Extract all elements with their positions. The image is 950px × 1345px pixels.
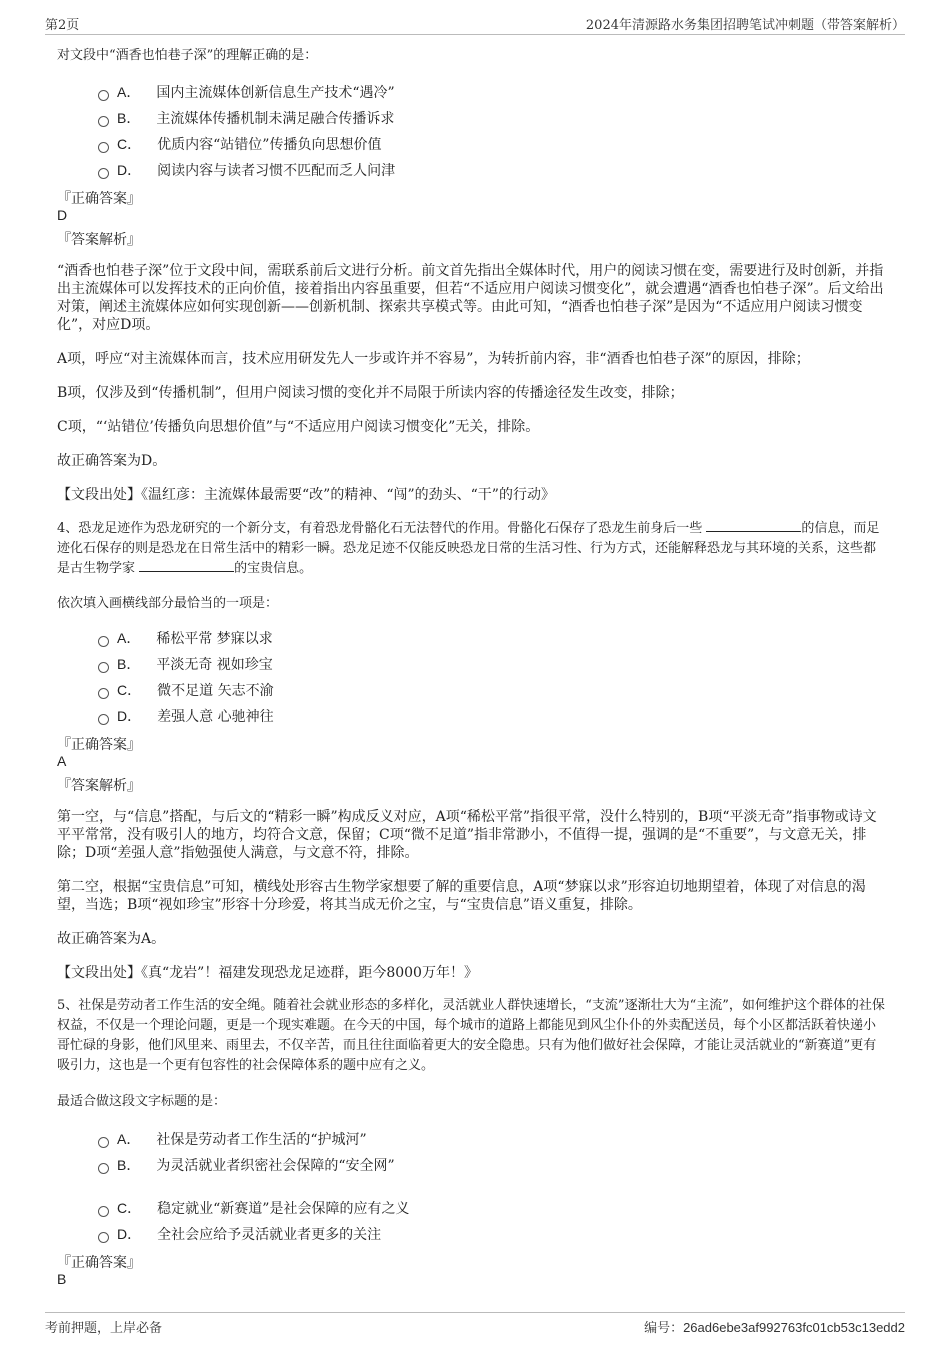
q3-analysis-paragraph: “酒香也怕巷子深”位于文段中间，需联系前后文进行分析。前文首先指出全媒体时代，用户的阅读习惯在变，需要进行及时创新，并指出主流媒体可以发挥技术的正向价值，接着指出内容虽重要，但若“不适应用户阅读习惯变化”，就会遭遇“酒香也怕巷子深”。后文给出对策，阐述主流媒体应如何实现创新——创新机制、探索共享模式等。由此可知，“酒香也怕巷子深”是因为“不适应用户阅读习惯变化”，对应D项。 — [57, 263, 884, 333]
radio-icon[interactable] — [98, 1206, 109, 1217]
q5-answer-label: 『正确答案』 — [57, 1255, 141, 1271]
q4-option-a[interactable]: A． 稀松平常 梦寐以求 — [98, 628, 273, 648]
page-footer — [45, 1312, 905, 1338]
q4-stem: 4、恐龙足迹作为恐龙研究的一个新分支，有着恐龙骨骼化石无法替代的作用。骨骼化石保存了恐龙生前身后一些 的信息，而足迹化石保存的则是恐龙在日常生活中的精彩一瞬。恐龙足迹不仅能反映恐龙日常的生活习性、行为方式，还能解释恐龙与其环境的关系，这些都是古生物学家 的宝贵信息。 — [57, 521, 880, 576]
q4-analysis-conclusion: 故正确答案为A。 — [57, 931, 166, 947]
fill-blank-1 — [706, 519, 801, 532]
q3-option-c[interactable]: C． 优质内容“站错位”传播负向思想价值 — [98, 134, 381, 154]
q3-answer: D — [57, 207, 68, 223]
footer-slogan: 考前押题，上岸必备 — [45, 1321, 163, 1336]
radio-icon[interactable] — [98, 1232, 109, 1243]
q3-option-a[interactable]: A． 国内主流媒体创新信息生产技术“遇冷” — [98, 82, 395, 102]
q5-option-c[interactable]: C． 稳定就业“新赛道”是社会保障的应有之义 — [98, 1198, 409, 1218]
q4-option-d[interactable]: D． 差强人意 心驰神往 — [98, 706, 274, 726]
fill-blank-2 — [139, 559, 234, 572]
radio-icon[interactable] — [98, 636, 109, 647]
q3-answer-label: 『正确答案』 — [57, 191, 141, 207]
q3-analysis-paragraph: C项，“‘站错位’传播负向思想价值”与“不适应用户阅读习惯变化”无关，排除。 — [57, 419, 540, 435]
radio-icon[interactable] — [98, 90, 109, 101]
radio-icon[interactable] — [98, 168, 109, 179]
q5-answer: B — [57, 1271, 67, 1287]
q3-option-b[interactable]: B． 主流媒体传播机制未满足融合传播诉求 — [98, 108, 394, 128]
radio-icon[interactable] — [98, 714, 109, 725]
page-header — [45, 14, 905, 35]
q3-analysis-conclusion: 故正确答案为D。 — [57, 453, 167, 469]
document-code: 编号：26ad6ebe3af992763fc01cb53c13edd2 — [644, 1320, 905, 1335]
radio-icon[interactable] — [98, 1163, 109, 1174]
radio-icon[interactable] — [98, 662, 109, 673]
q5-option-b[interactable]: B． 为灵活就业者织密社会保障的“安全网” — [98, 1155, 395, 1175]
q5-option-d[interactable]: D． 全社会应给予灵活就业者更多的关注 — [98, 1224, 381, 1244]
radio-icon[interactable] — [98, 1137, 109, 1148]
q4-analysis-label: 『答案解析』 — [57, 778, 141, 794]
radio-icon[interactable] — [98, 116, 109, 127]
q3-source: 【文段出处】《温红彦：主流媒体最需要“改”的精神、“闯”的劲头、“干”的行动》 — [57, 487, 555, 503]
q3-analysis-label: 『答案解析』 — [57, 232, 141, 248]
q5-prompt: 最适合做这段文字标题的是： — [57, 1094, 227, 1109]
q3-analysis-paragraph: A项，呼应“对主流媒体而言，技术应用研发先人一步或许并不容易”，为转折前内容，非“酒香也怕巷子深”的原因，排除； — [57, 351, 810, 367]
page-number: 第2页 — [45, 18, 80, 33]
q3-analysis-paragraph: B项，仅涉及到“传播机制”，但用户阅读习惯的变化并不局限于所读内容的传播途径发生改变，排除； — [57, 385, 684, 401]
q4-source: 【文段出处】《真“龙岩”！福建发现恐龙足迹群，距今8000万年！》 — [57, 965, 478, 981]
q4-answer: A — [57, 753, 67, 769]
q5-stem: 5、社保是劳动者工作生活的安全绳。随着社会就业形态的多样化，灵活就业人群快速增长，“支流”逐渐壮大为“主流”，如何维护这个群体的社保权益，不仅是一个理论问题，更是一个现实难题。在今天的中国，每个城市的道路上都能见到风尘仆仆的外卖配送员，每个小区都活跃着快递小哥忙碌的身影，他们风里来、雨里去，不仅辛苦，而且往往面临着更大的安全隐患。只有为他们做好社会保障，才能让灵活就业的“新赛道”更有吸引力，这也是一个更有包容性的社会保障体系的题中应有之义。 — [57, 998, 885, 1073]
document-title: 2024年清源路水务集团招聘笔试冲刺题（带答案解析） — [585, 18, 905, 33]
q3-prompt: 对文段中“酒香也怕巷子深”的理解正确的是： — [57, 48, 318, 63]
radio-icon[interactable] — [98, 142, 109, 153]
q4-analysis-paragraph: 第一空，与“信息”搭配，与后文的“精彩一瞬”构成反义对应，A项“稀松平常”指很平常，没什么特别的，B项“平淡无奇”指事物或诗文平平常常，没有吸引人的地方，均符合文意，保留；C项“微不足道”指非常渺小，不值得一提，强调的是“不重要”，与文意无关，排除；D项“差强人意”指勉强使人满意，与文意不符，排除。 — [57, 809, 877, 861]
q4-option-c[interactable]: C． 微不足道 矢志不渝 — [98, 680, 274, 700]
q4-prompt: 依次填入画横线部分最恰当的一项是： — [57, 596, 279, 611]
radio-icon[interactable] — [98, 688, 109, 699]
q3-option-d[interactable]: D． 阅读内容与读者习惯不匹配而乏人问津 — [98, 160, 395, 180]
q4-answer-label: 『正确答案』 — [57, 737, 141, 753]
q4-option-b[interactable]: B． 平淡无奇 视如珍宝 — [98, 654, 273, 674]
q4-analysis-paragraph: 第二空，根据“宝贵信息”可知，横线处形容古生物学家想要了解的重要信息，A项“梦寐以求”形容迫切地期望着，体现了对信息的渴望，当选；B项“视如珍宝”形容十分珍爱，将其当成无价之宝，与“宝贵信息”语义重复，排除。 — [57, 879, 866, 913]
q5-option-a[interactable]: A． 社保是劳动者工作生活的“护城河” — [98, 1129, 367, 1149]
